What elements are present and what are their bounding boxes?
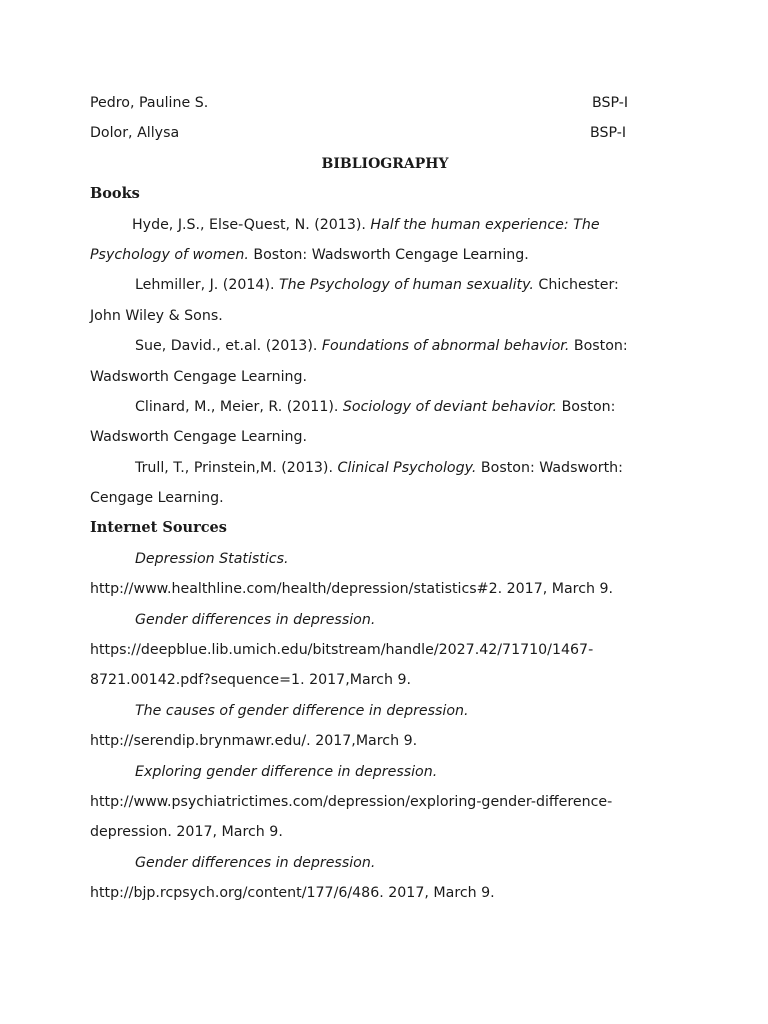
citation-line [90,544,680,574]
citation-publisher: Boston: Wadsworth Cengage Learning. [248,246,529,263]
page-title: BIBLIOGRAPHY [321,155,449,172]
author-name: Dolor, Allysa [90,125,180,142]
citation-title: Exploring gender difference in depression. [135,763,438,780]
citation-url: http://serendip.brynmawr.edu/. 2017,March 9. [90,733,418,750]
citation-line [90,422,680,452]
citation-line [90,605,680,635]
citation-url: 8721.00142.pdf?sequence=1. 2017,March 9. [90,672,412,689]
citation-line [90,392,680,422]
citation-title: Half the human experience: The [370,216,600,233]
citation-title: The Psychology of human sexuality. [279,277,534,294]
citation-publisher: Wadsworth Cengage Learning. [90,368,308,385]
citation-publisher: Boston: [569,338,628,355]
citation-line [90,210,680,240]
citation-title: The causes of gender difference in depression. [135,702,469,719]
citation-publisher: Cengage Learning. [90,490,224,507]
citation-authors: Sue, David., et.al. (2013). [135,338,322,355]
citation-line [90,362,680,392]
author-course: BSP-I [590,125,627,142]
citation-line [90,757,680,787]
citation-authors: Clinard, M., Meier, R. (2011). [135,398,343,415]
citation-title: Sociology of deviant behavior. [342,398,558,415]
citation-line [90,270,680,300]
document-page [90,88,680,909]
citation-url: depression. 2017, March 9. [90,824,283,841]
citation-line [90,453,680,483]
citation-publisher: Boston: Wadsworth: [476,459,623,476]
section-heading-internet: Internet Sources [90,519,227,537]
citation-publisher: Boston: [557,398,616,415]
citation-url: http://www.psychiatrictimes.com/depression/exploring-gender-difference- [90,793,613,810]
citation-title: Depression Statistics. [135,550,289,567]
citation-line [90,301,680,331]
section-heading-books: Books [90,185,140,203]
citation-url: https://deepblue.lib.umich.edu/bitstream/handle/2027.42/71710/1467- [90,642,594,659]
author-line-1 [90,88,680,118]
citation-authors: Hyde, J.S., Else-Quest, N. (2013). [132,216,371,233]
citation-line [90,848,680,878]
author-name: Pedro, Pauline S. [90,95,209,111]
citation-line [90,240,680,270]
citation-url: http://bjp.rcpsych.org/content/177/6/486. 2017, March 9. [90,885,495,902]
author-line-2 [90,118,680,148]
citation-title: Clinical Psychology. [337,459,477,476]
citation-line [90,696,680,726]
citation-line [90,483,680,513]
citation-publisher: Wadsworth Cengage Learning. [90,429,308,446]
citation-publisher: John Wiley & Sons. [90,307,223,324]
citation-title: Psychology of women. [90,246,249,263]
citation-publisher: Chichester: [533,277,619,294]
author-course: BSP-I [592,95,629,111]
citation-authors: Lehmiller, J. (2014). [135,277,280,294]
citation-line [90,331,680,361]
citation-title: Gender differences in depression. [135,611,376,628]
citation-title: Foundations of abnormal behavior. [321,338,570,355]
citation-authors: Trull, T., Prinstein,M. (2013). [135,459,338,476]
citation-url: http://www.healthline.com/health/depression/statistics#2. 2017, March 9. [90,581,614,598]
citation-title: Gender differences in depression. [135,854,376,871]
